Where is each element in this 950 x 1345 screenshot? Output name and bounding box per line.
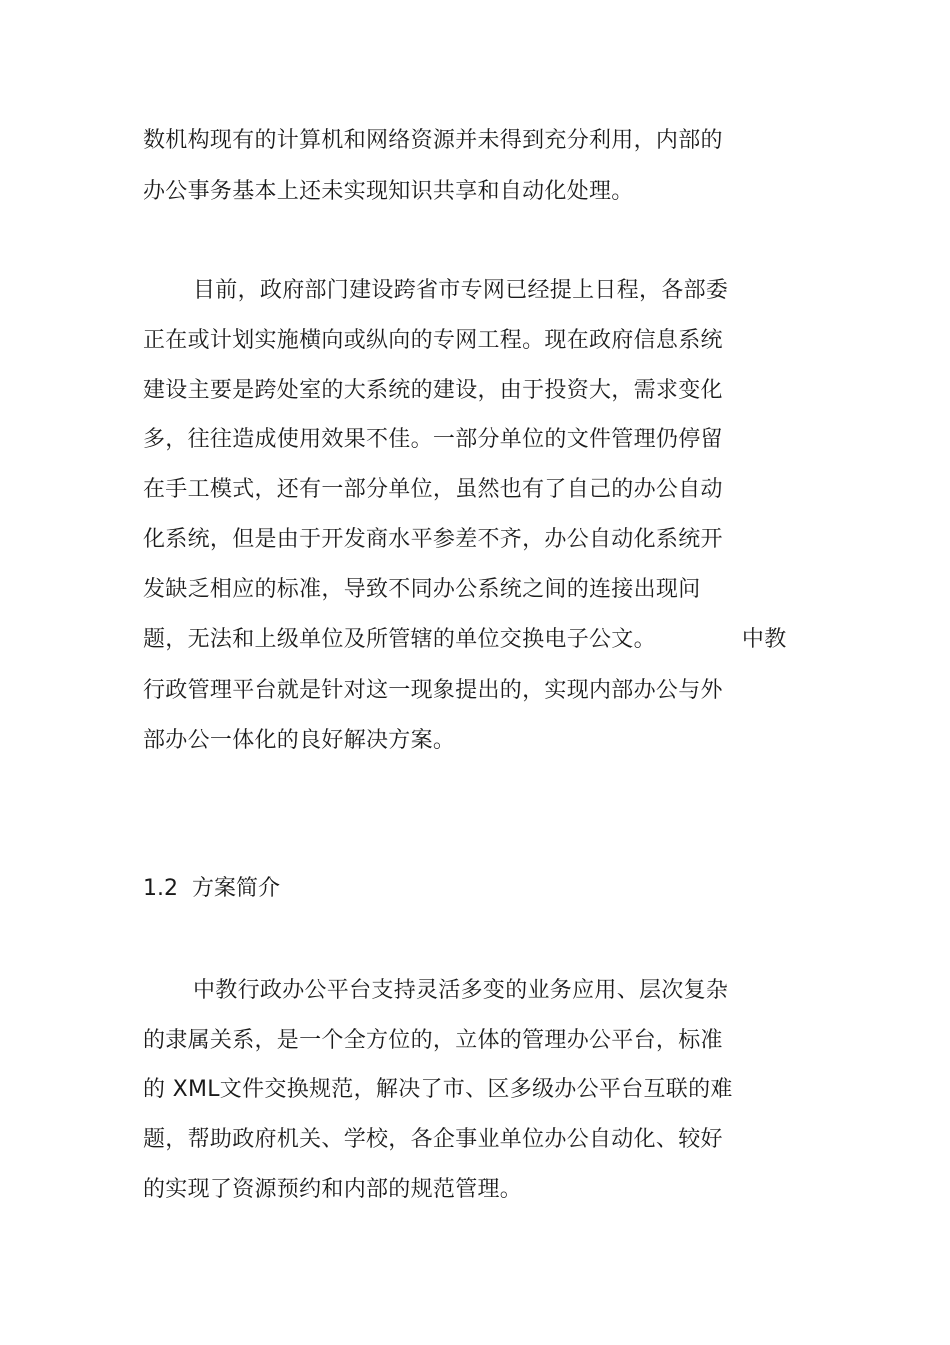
paragraph-2-line-2: 正在或计划实施横向或纵向的专网工程。现在政府信息系统 [143, 328, 723, 353]
paragraph-3-line-4: 题，帮助政府机关、学校，各企事业单位办公自动化、较好 [143, 1127, 723, 1152]
paragraph-2-line-10: 部办公一体化的良好解决方案。 [143, 728, 456, 753]
paragraph-3-line-2: 的隶属关系，是一个全方位的，立体的管理办公平台，标准 [143, 1028, 723, 1053]
paragraph-2-line-1: 目前，政府部门建设跨省市专网已经提上日程，各部委 [193, 278, 729, 303]
paragraph-1-line-2: 办公事务基本上还未实现知识共享和自动化处理。 [143, 179, 634, 204]
paragraph-2-line-4: 多，往往造成使用效果不佳。一部分单位的文件管理仍停留 [143, 427, 723, 452]
paragraph-3-line-3: 的 XML文件交换规范，解决了市、区多级办公平台互联的难 [143, 1077, 733, 1102]
paragraph-3-line-5: 的实现了资源预约和内部的规范管理。 [143, 1177, 523, 1202]
paragraph-3-line-1: 中教行政办公平台支持灵活多变的业务应用、层次复杂 [193, 978, 729, 1003]
section-heading [143, 874, 280, 904]
paragraph-2-line-6: 化系统，但是由于开发商水平参差不齐，办公自动化系统开 [143, 527, 723, 552]
paragraph-2-line-3: 建设主要是跨处室的大系统的建设，由于投资大，需求变化 [143, 378, 723, 403]
paragraph-2-line-8-text: 题，无法和上级单位及所管辖的单位交换电子公文。 [143, 627, 656, 652]
section-title: 方案简介 [192, 876, 281, 901]
paragraph-2-line-5: 在手工模式，还有一部分单位，虽然也有了自己的办公自动 [143, 477, 723, 502]
paragraph-2-line-9: 行政管理平台就是针对这一现象提出的，实现内部办公与外 [143, 678, 723, 703]
section-number: 1.2 [143, 876, 178, 901]
paragraph-1-line-1: 数机构现有的计算机和网络资源并未得到充分利用，内部的 [143, 128, 723, 153]
paragraph-2-line-7: 发缺乏相应的标准，导致不同办公系统之间的连接出现问 [143, 577, 701, 602]
paragraph-2-line-8-tail: 中教 [741, 627, 787, 652]
paragraph-2-line-8 [143, 625, 787, 655]
